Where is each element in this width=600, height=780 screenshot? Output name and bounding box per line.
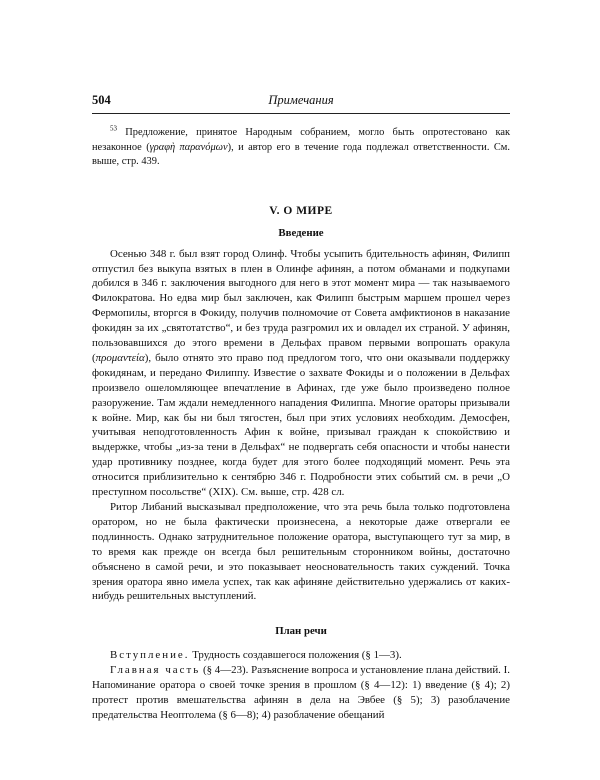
footnote-marker: 53 [110,124,117,133]
intro-paragraph-1 [92,247,510,500]
page-content [92,126,510,723]
plan-paragraph-2 [92,663,510,723]
footnote-greek-term: γραφὴ παρανόμων [149,141,228,153]
page-number: 504 [92,93,111,107]
plan-p2-label: Главная часть [110,664,201,677]
plan-heading: План речи [275,625,327,638]
plan-paragraph-1 [92,648,510,663]
plan-p2-text: (§ 4—23). Разъяснение вопроса и установление плана действий. I. Напоминание оратора о своей точке зрения в прошлом (§ 4—12): 1) введение (§ 4); 2) протест против вмешательства афинян в дела на Эвбее (§ 5); 3) разоблачение предательства Неоптолема (§ 6—8); 4) разоблачение обещаний [92,664,510,721]
footnote-53 [92,126,510,170]
introduction-heading: Введение [278,226,324,239]
header-rule [92,113,510,114]
intro-p1-greek-term: προμαντεία [95,351,145,364]
intro-p1-text-b: ), было отнято это право под предлогом того, что они оказывали поддержку фокидянам, и передано Филиппу. Известие о захвате Фокиды и о положении в Дельфах произвело ошеломляющее впечатление в Афинах, где уже было произведено полное разоружение. Там ждали немедленного нападения Филиппа. Многие ораторы призывали к войне. Мир, как бы ни был тягостен, был при этих условиях необходим. Демосфен, учитывая неподготовленность Афин к войне, призывал граждан к спокойствию и выдержке, чтобы „из-за тени в Дельфах“ не подвергать себя опасности и чтобы нанести удар противнику позднее, когда будет для этого более подходящий момент. Речь эта относится приблизительно к сентябрю 346 г. Подробности этих событий см. в речи „О преступном посольстве“ (XIX). См. выше, стр. 428 сл. [92,351,510,499]
footnote-text-b: ), и автор его в течение года подлежал ответственности. См. выше, стр. 439. [92,141,510,168]
footnote-text-a: Предложение, принятое Народным собранием, могло быть опротестовано как незаконное ( [92,127,510,153]
intro-p1-text-a: Осенью 348 г. был взят город Олинф. Чтобы усыпить бдительность афинян, Филипп отпустил без выкупа взятых в плен в Олинфе афинян, а потом обманами и подкупами добился в 346 г. заключения выгодного для него в этот момент мира — так называемого Филократова. Но едва мир был заключен, как Филипп быстрым маршем прошел через Фермопилы, вторгся в Фокиду, получив полномочие от Совета амфиктионов в наказание фокидян за их „святотатство“, и без труда разгромил их и овладел их страной. У афинян, пользовавшихся до этого времени в Дельфах правом первыми вопрошать оракула ( [92,247,510,364]
plan-p1-text: Трудность создавшегося положения (§ 1—3). [189,649,402,662]
page-header [92,93,510,111]
chapter-title: V. О МИРЕ [269,204,333,217]
intro-paragraph-2: Ритор Либаний высказывал предположение, что эта речь была только подготовлена оратором, но не была фактически произнесена, а некоторые даже отвергали ее подлинность. Однако затруднительное положение оратора, выступающего тут за мир, в то время как прежде он всегда был решительным сторонником войны, достаточно объяснено в самой речи, и это показывает неосновательность таких суждений. Точка зрения оратора явно имела успех, так как афиняне действительно удержались от каких-нибудь решительных выступлений. [92,501,510,603]
running-title: Примечания [268,93,334,107]
plan-p1-label: Вступление. [110,649,190,662]
